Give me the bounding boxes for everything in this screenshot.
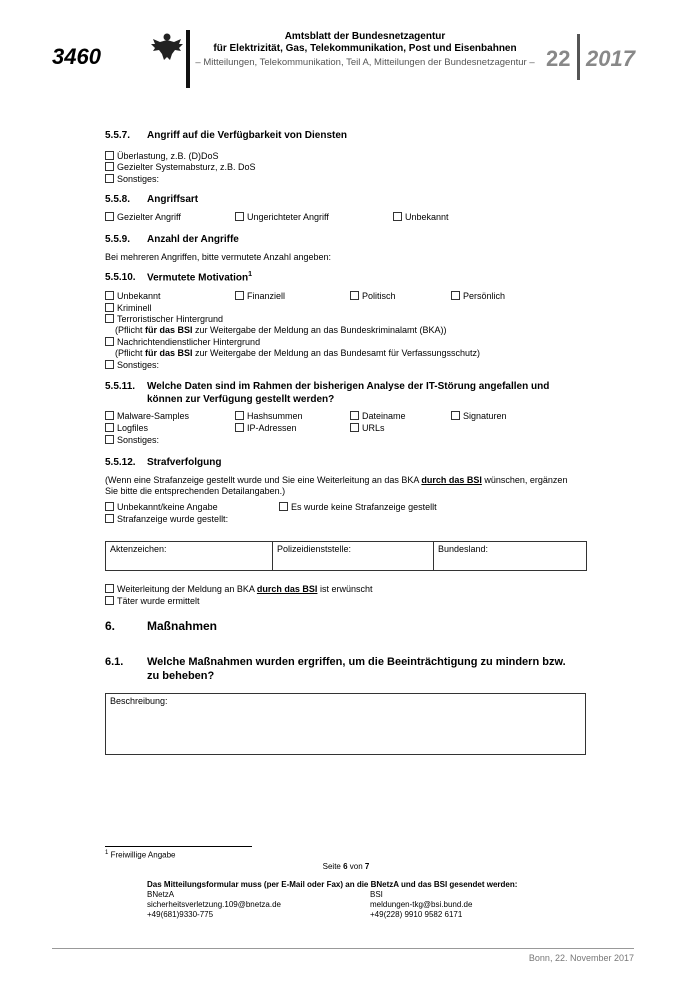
footnote-text: Freiwillige Angabe xyxy=(110,850,176,860)
checkbox[interactable] xyxy=(235,411,244,420)
option-kriminell[interactable] xyxy=(105,303,152,313)
nd-note xyxy=(115,348,480,358)
option-label: Strafanzeige wurde gestellt: xyxy=(117,514,229,524)
gazette-subtitle: – Mitteilungen, Telekommunikation, Teil A, Mitteilungen der Bundesnetzagentur – xyxy=(195,57,535,68)
option-nachrichtendienstlich[interactable] xyxy=(105,337,260,347)
option-taeter-ermittelt[interactable] xyxy=(105,596,200,606)
checkbox[interactable] xyxy=(105,337,114,346)
option-label: Gezielter Angriff xyxy=(117,212,181,222)
contact-heading: Das Mitteilungsformular muss (per E-Mail oder Fax) an die BNetzA und das BSI gesendet werden: xyxy=(147,880,518,889)
option-label: Gezielter Systemabsturz, z.B. DoS xyxy=(117,162,256,172)
checkbox[interactable] xyxy=(451,411,460,420)
checkbox[interactable] xyxy=(105,174,114,183)
note-bold: für das BSI xyxy=(145,325,193,335)
section-title-line2: können zur Verfügung gestellt werden? xyxy=(147,394,335,405)
footer-divider xyxy=(52,948,634,949)
anzahl-angriffe-text: Bei mehreren Angriffen, bitte vermutete Anzahl angeben: xyxy=(105,252,331,262)
strafanzeige-details-table xyxy=(105,541,587,571)
checkbox[interactable] xyxy=(393,212,402,221)
footnote-marker: 1 xyxy=(248,271,253,278)
checkbox[interactable] xyxy=(105,596,114,605)
option-malware[interactable] xyxy=(105,411,189,421)
footnote-divider xyxy=(105,846,252,847)
bnetza-email[interactable]: sicherheitsverletzung.109@bnetza.de xyxy=(147,900,281,909)
footnote-marker: 1 xyxy=(105,850,109,856)
polizeidienststelle-field[interactable] xyxy=(273,542,434,571)
option-label: Sonstiges: xyxy=(117,435,160,445)
option-label: Täter wurde ermittelt xyxy=(117,596,200,606)
section-5-5-7-heading xyxy=(105,130,347,141)
bsi-fax: +49(228) 9910 9582 6171 xyxy=(370,910,463,919)
note-text: (Pflicht xyxy=(115,325,146,335)
note-text: zur Weitergabe der Meldung an das Bundesamt für Verfassungsschutz) xyxy=(192,348,481,358)
bnetza-contact xyxy=(147,890,281,920)
option-label: Nachrichtendienstlicher Hintergrund xyxy=(117,337,261,347)
option-label: Politisch xyxy=(362,291,396,301)
option-ip-adressen[interactable] xyxy=(235,423,297,433)
note-text: zur Weitergabe der Meldung an das Bundeskriminalamt (BKA)) xyxy=(192,325,447,335)
field-label: Bundesland: xyxy=(438,544,489,554)
checkbox[interactable] xyxy=(105,423,114,432)
note-bold: für das BSI xyxy=(145,348,193,358)
checkbox[interactable] xyxy=(350,423,359,432)
bundesland-field[interactable] xyxy=(434,542,587,571)
section-number: 5.5.11. xyxy=(105,381,136,392)
option-label: Finanziell xyxy=(247,291,286,301)
intro-emphasis: durch das BSI xyxy=(421,475,482,485)
checkbox[interactable] xyxy=(105,584,114,593)
bnetza-name: BNetzA xyxy=(147,890,175,899)
gazette-title-line2: für Elektrizität, Gas, Telekommunikation, Post und Eisenbahnen xyxy=(213,43,517,54)
checkbox[interactable] xyxy=(105,502,114,511)
option-label: Es wurde keine Strafanzeige gestellt xyxy=(291,502,437,512)
section-number: 5.5.8. xyxy=(105,194,131,205)
section-5-5-9-heading xyxy=(105,234,239,245)
checkbox[interactable] xyxy=(105,314,114,323)
option-label: Terroristischer Hintergrund xyxy=(117,314,224,324)
checkbox[interactable] xyxy=(350,411,359,420)
footnote xyxy=(105,850,176,860)
option-dateiname[interactable] xyxy=(350,411,406,421)
section-number: 6.1. xyxy=(105,656,124,668)
beschreibung-textbox[interactable] xyxy=(105,693,586,755)
checkbox[interactable] xyxy=(235,423,244,432)
section-number: 5.5.12. xyxy=(105,457,136,468)
section-title: Maßnahmen xyxy=(147,619,218,633)
section-title-line1: Welche Daten sind im Rahmen der bisherigen Analyse der IT-Störung angefallen und xyxy=(147,381,550,392)
option-sonstiges-557[interactable] xyxy=(105,174,159,184)
section-5-5-12-heading xyxy=(105,457,221,468)
option-label: Hashsummen xyxy=(247,411,303,421)
option-sonstiges-5511[interactable] xyxy=(105,435,159,445)
issue-year: 2017 xyxy=(586,46,635,71)
checkbox[interactable] xyxy=(235,212,244,221)
option-ungerichteter-angriff[interactable] xyxy=(235,212,329,222)
checkbox[interactable] xyxy=(105,360,114,369)
checkbox[interactable] xyxy=(105,162,114,171)
option-label: Kriminell xyxy=(117,303,152,313)
option-label: Signaturen xyxy=(463,411,507,421)
bsi-contact xyxy=(370,890,472,920)
bnetza-fax: +49(681)9330-775 xyxy=(147,910,214,919)
field-label: Polizeidienststelle: xyxy=(277,544,352,554)
page-info xyxy=(105,862,587,871)
intro-text: wünschen, ergänzen xyxy=(481,475,568,485)
section-6-heading xyxy=(105,619,217,633)
bsi-email[interactable]: meldungen-tkg@bsi.bund.de xyxy=(370,900,473,909)
section-number: 6. xyxy=(105,619,116,633)
section-title: Angriffsart xyxy=(147,194,199,205)
option-emphasis: durch das BSI xyxy=(256,584,318,594)
section-number: 5.5.9. xyxy=(105,234,131,245)
option-label: Persönlich xyxy=(463,291,506,301)
page-number: 3460 xyxy=(52,44,101,69)
option-persoenlich[interactable] xyxy=(451,291,505,301)
checkbox[interactable] xyxy=(350,291,359,300)
checkbox[interactable] xyxy=(105,291,114,300)
option-unbekannt-keine-angabe[interactable] xyxy=(105,502,218,512)
option-finanziell[interactable] xyxy=(235,291,285,301)
strafverfolgung-intro-line1 xyxy=(105,475,567,485)
field-label: Beschreibung: xyxy=(110,696,168,706)
option-gezielter-angriff[interactable] xyxy=(105,212,181,222)
option-politisch[interactable] xyxy=(350,291,396,301)
aktenzeichen-field[interactable] xyxy=(106,542,273,571)
option-strafanzeige-gestellt[interactable] xyxy=(105,514,228,524)
section-5-5-11-heading xyxy=(105,380,549,406)
current-page: 6 xyxy=(343,862,348,871)
option-logfiles[interactable] xyxy=(105,423,148,433)
option-label: Sonstiges: xyxy=(117,360,160,370)
note-text: (Pflicht xyxy=(115,348,146,358)
page-info-text: Seite xyxy=(322,862,344,871)
header-divider xyxy=(186,30,190,88)
section-title: Vermutete Motivation xyxy=(147,272,249,284)
checkbox[interactable] xyxy=(105,435,114,444)
checkbox[interactable] xyxy=(451,291,460,300)
checkbox[interactable] xyxy=(105,151,114,160)
section-title: Anzahl der Angriffe xyxy=(147,234,239,245)
section-6-1-heading xyxy=(105,655,566,683)
checkbox[interactable] xyxy=(235,291,244,300)
option-label: Überlastung, z.B. (D)DoS xyxy=(117,151,219,161)
option-terroristisch[interactable] xyxy=(105,314,223,324)
checkbox[interactable] xyxy=(105,303,114,312)
section-title: Strafverfolgung xyxy=(147,457,222,468)
gazette-title xyxy=(195,31,535,55)
option-ueberlastung[interactable] xyxy=(105,151,219,161)
option-label: ist erwünscht xyxy=(317,584,373,594)
option-label: Ungerichteter Angriff xyxy=(247,212,329,222)
option-keine-strafanzeige[interactable] xyxy=(279,502,437,512)
intro-text: (Wenn eine Strafanzeige gestellt wurde und Sie eine Weiterleitung an das BKA xyxy=(105,475,422,485)
gazette-title-line1: Amtsblatt der Bundesnetzagentur xyxy=(284,31,446,42)
checkbox[interactable] xyxy=(279,502,288,511)
option-label: Malware-Samples xyxy=(117,411,190,421)
section-number: 5.5.7. xyxy=(105,130,131,141)
strafverfolgung-intro-line2: Sie bitte die entsprechenden Detailangaben.) xyxy=(105,486,286,496)
section-title: Angriff auf die Verfügbarkeit von Diensten xyxy=(147,130,348,141)
option-unbekannt-5510[interactable] xyxy=(105,291,161,301)
option-urls[interactable] xyxy=(350,423,385,433)
option-systemabsturz[interactable] xyxy=(105,162,256,172)
section-5-5-10-heading xyxy=(105,271,252,283)
issue-number: 22 xyxy=(546,46,571,71)
checkbox[interactable] xyxy=(105,411,114,420)
section-5-5-8-heading xyxy=(105,194,198,205)
federal-eagle-icon xyxy=(150,30,184,64)
issue-divider xyxy=(577,34,580,80)
section-number: 5.5.10. xyxy=(105,272,136,284)
option-sonstiges-5510[interactable] xyxy=(105,360,159,370)
option-label: Unbekannt xyxy=(405,212,449,222)
option-label: IP-Adressen xyxy=(247,423,297,433)
option-label: Weiterleitung der Meldung an BKA xyxy=(117,584,257,594)
total-pages: 7 xyxy=(364,862,370,871)
checkbox[interactable] xyxy=(105,514,114,523)
option-unbekannt-558[interactable] xyxy=(393,212,449,222)
table-row xyxy=(106,542,587,571)
option-label: URLs xyxy=(362,423,385,433)
place-date: Bonn, 22. November 2017 xyxy=(528,953,634,963)
section-title-line1: Welche Maßnahmen wurden ergriffen, um die Beeinträchtigung zu mindern bzw. xyxy=(147,656,566,668)
option-signaturen[interactable] xyxy=(451,411,507,421)
bsi-name: BSI xyxy=(370,890,383,899)
option-label: Sonstiges: xyxy=(117,174,160,184)
page-info-text: von xyxy=(347,862,365,871)
option-hashsummen[interactable] xyxy=(235,411,303,421)
option-weiterleitung-bka[interactable] xyxy=(105,584,372,594)
terror-note xyxy=(115,325,446,335)
option-label: Unbekannt/keine Angabe xyxy=(117,502,218,512)
option-label: Unbekannt xyxy=(117,291,161,301)
checkbox[interactable] xyxy=(105,212,114,221)
option-label: Dateiname xyxy=(362,411,406,421)
section-title-line2: zu beheben? xyxy=(147,670,215,682)
field-label: Aktenzeichen: xyxy=(110,544,167,554)
option-label: Logfiles xyxy=(117,423,149,433)
